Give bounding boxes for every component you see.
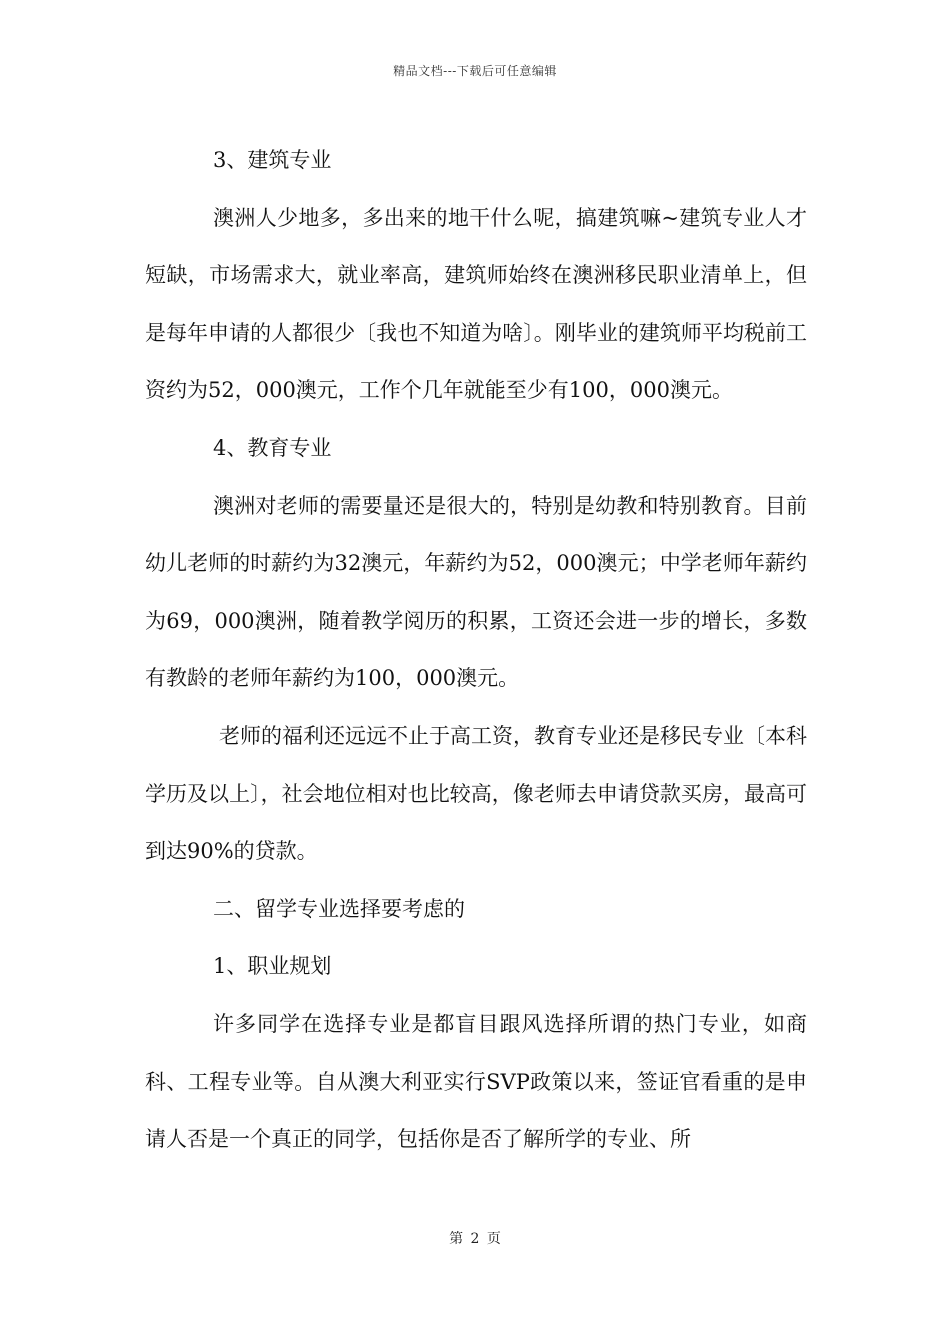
document-body bbox=[145, 132, 807, 1169]
paragraph-teacher-benefits: 老师的福利还远远不止于高工资，教育专业还是移民专业〔本科学历及以上〕，社会地位相对也比较高，像老师去申请贷款买房，最高可到达90%的贷款。 bbox=[145, 723, 807, 864]
subsection-heading-career-planning: 1、职业规划 bbox=[213, 954, 332, 979]
page-header: 精品文档---下载后可任意编辑 bbox=[393, 64, 557, 78]
section-heading-considerations: 二、留学专业选择要考虑的 bbox=[213, 896, 465, 921]
paragraph-career-planning: 许多同学在选择专业是都盲目跟风选择所谓的热门专业，如商科、工程专业等。自从澳大利亚实行SVP政策以来，签证官看重的是申请人否是一个真正的同学，包括你是否了解所学的专业、所 bbox=[145, 1011, 807, 1152]
section-heading-architecture: 3、建筑专业 bbox=[213, 148, 332, 172]
paragraph-education: 澳洲对老师的需要量还是很大的，特别是幼教和特别教育。目前幼儿老师的时薪约为32澳元，年薪约为52，000澳元；中学老师年薪约为69，000澳洲，随着教学阅历的积累，工资还会进一步的增长，多数有教龄的老师年薪约为100，000澳元。 bbox=[145, 493, 807, 691]
section-heading-education: 4、教育专业 bbox=[213, 435, 332, 460]
paragraph-architecture: 澳洲人少地多，多出来的地干什么呢，搞建筑嘛~建筑专业人才短缺，市场需求大，就业率高，建筑师始终在澳洲移民职业清单上，但是每年申请的人都很少〔我也不知道为啥〕。刚毕业的建筑师平均税前工资约为52，000澳元，工作个几年就能至少有100，000澳元。 bbox=[145, 205, 807, 403]
page-number: 第 2 页 bbox=[449, 1231, 501, 1247]
